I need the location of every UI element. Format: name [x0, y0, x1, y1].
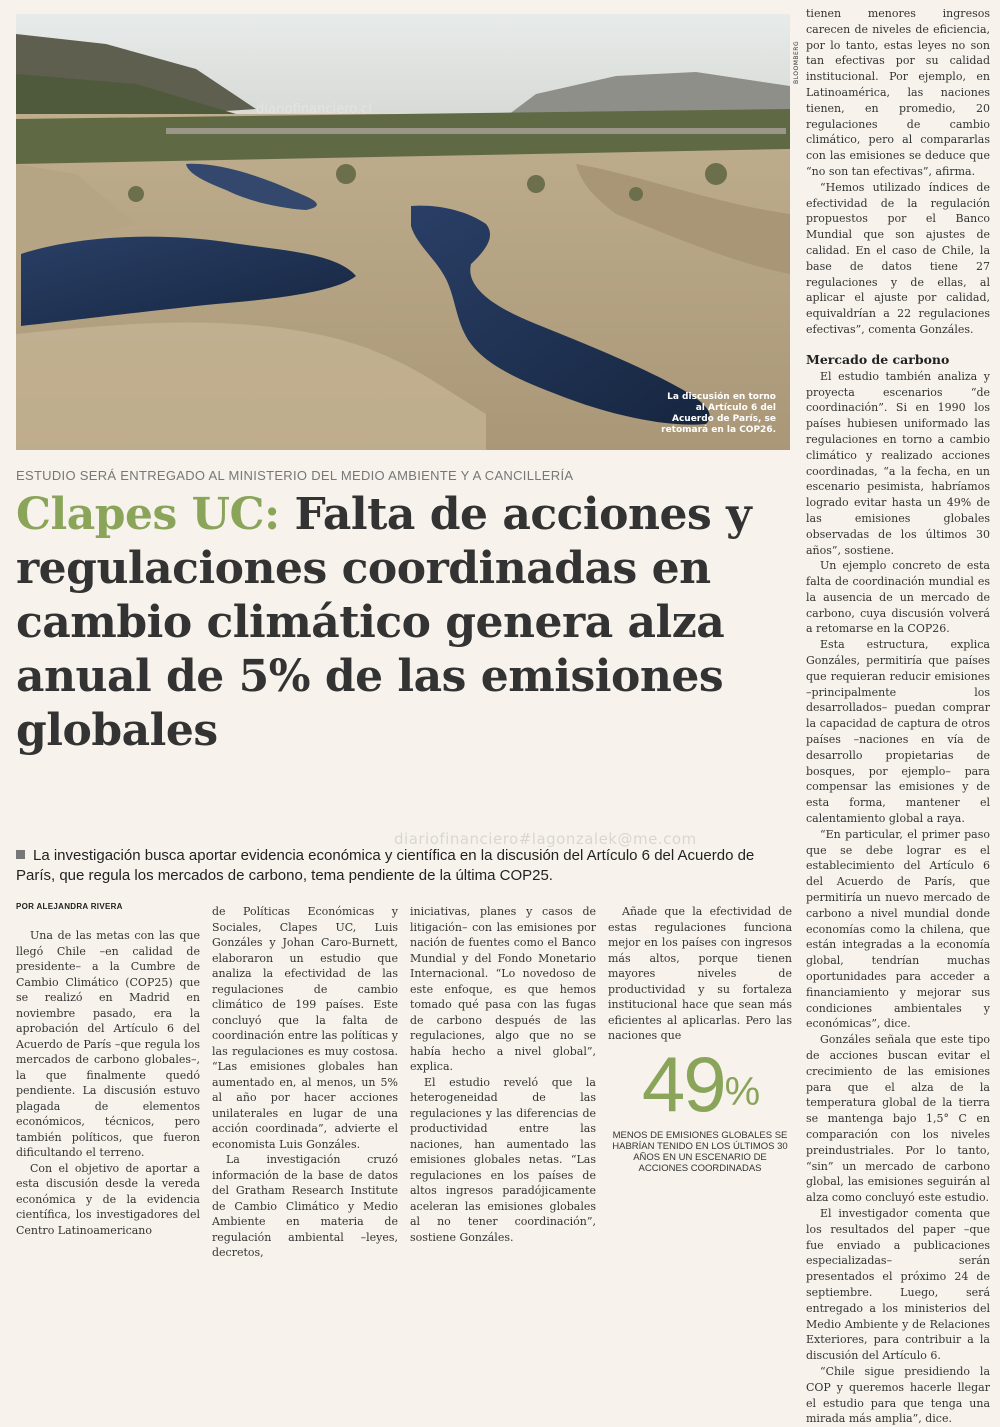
- stat-unit: %: [724, 1070, 759, 1114]
- page-watermark: diariofinanciero#lagonzalek@me.com: [394, 830, 697, 848]
- paragraph: La investigación cruzó información de la base de datos del Gratham Research Institute de Cambio Climático y Medio Ambiente en materia de regulación ambiental –leyes, decretos,: [212, 1153, 398, 1259]
- paragraph: “En particular, el primer paso que se debe lograr es el establecimiento del Artículo 6 del Acuerdo de París, que permitiría un nuevo mercado de carbono a nivel mundial donde economías como la chilena, que están integradas a la economía global, tendrían muchas oportunidades para acceder a financiamiento y mejorar sus condiciones ambientales y económicas”, dice.: [806, 827, 990, 1031]
- stat-text: MENOS DE EMISIONES GLOBALES SE HABRÍAN TENIDO EN LOS ÚLTIMOS 30 AÑOS EN UN ESCENARIO DE ACCIONES COORDINADAS: [612, 1130, 788, 1174]
- photo-credit: BLOOMBERG: [793, 40, 800, 84]
- square-bullet-icon: [16, 850, 25, 859]
- body-column-4: [608, 904, 792, 1044]
- paragraph: El estudio reveló que la heterogeneidad de las regulaciones y las diferencias de productividad entre las naciones, han aumentado las emisiones globales netas. “Las regulaciones en los países de altos ingresos paradójicamente aceleran las emisiones globales al no tener coordinación”, sostiene Gonzáles.: [410, 1075, 596, 1244]
- body-column-5: [806, 6, 990, 1427]
- headline-text: Falta de acciones y regulaciones coordinadas en cambio climático genera alza anual de 5% de las emisiones globales: [16, 489, 752, 756]
- deck-text: La investigación busca aportar evidencia económica y científica en la discusión del Artículo 6 del Acuerdo de París, que regula los mercados de carbono, tema pendiente de la última COP25.: [16, 847, 755, 884]
- paragraph: “Chile sigue presidiendo la COP y queremos hacerle llegar el estudio para que tenga una mirada más amplia”, dice.: [806, 1364, 990, 1426]
- photo-watermark: diariofinanciero.cl: [256, 102, 372, 117]
- dry-riverbed-image: [16, 14, 790, 450]
- paragraph: Añade que la efectividad de estas regulaciones funciona mejor en los países con ingresos más altos, porque tienen mayores niveles de productividad y su fortaleza institucional hace que sean más eficientes al aplicarlas. Pero las naciones que: [608, 905, 792, 1042]
- paragraph: El estudio también analiza y proyecta escenarios “de coordinación”. Si en 1990 los países hubiesen uniformado las regulaciones en torno a cambio climático y realizado acciones coordinadas, “a la fecha, en un escenario pesimista, habríamos logrado evitar hasta un 49% de las emisiones globales observadas de los últimos 30 años”, sostiene.: [806, 369, 990, 557]
- paragraph: Una de las metas con las que llegó Chile –en calidad de presidente– a la Cumbre de Cambio Climático (COP25) que se realizó en Madrid en noviembre pasado, era la aprobación del Artículo 6 del Acuerdo de París –que regula los mercados de carbono globales–, la que finalmente quedó pendiente. La discusión estuvo plagada de elementos económicos, técnicos, pero también políticos, que fueron dificultando el terreno.: [16, 929, 200, 1159]
- stat-value: 49: [641, 1040, 725, 1128]
- paragraph: tienen menores ingresos carecen de niveles de eficiencia, por lo tanto, estas leyes no son tan efectivas por su calidad institucional. Por ejemplo, en Latinoamérica, las naciones tienen, en promedio, 20 regulaciones de cambio climático, pero al compararlas con las emisiones se deduce que “no son tan efectivas”, afirma.: [806, 7, 990, 178]
- paragraph: de Políticas Económicas y Sociales, Clapes UC, Luis Gonzáles y Johan Caro-Burnett, elaboraron un estudio que analiza la efectividad de las regulaciones de cambio climático de 199 países. Este concluyó que la falta de coordinación entre las políticas y las regulaciones es muy costosa. “Las emisiones globales han aumentado en, al menos, un 5% al año por hacer acciones unilaterales en lugar de una acción coordinada”, advierte el economista Luis Gonzáles.: [212, 905, 398, 1151]
- paragraph: Con el objetivo de aportar a esta discusión desde la vereda económica y de la evidencia científica, los investigadores del Centro Latinoamericano: [16, 1161, 200, 1237]
- kicker: ESTUDIO SERÁ ENTREGADO AL MINISTERIO DEL MEDIO AMBIENTE Y A CANCILLERÍA: [16, 468, 574, 483]
- subheading: Mercado de carbono: [806, 351, 950, 367]
- headline: [16, 488, 786, 758]
- body-column-1: [16, 928, 200, 1238]
- article-photo: [16, 14, 790, 450]
- paragraph: Un ejemplo concreto de esta falta de coordinación mundial es la ausencia de un mercado de carbono, cuya discusión volverá a retomarse en la COP26.: [806, 559, 990, 636]
- stat-number: [610, 1040, 790, 1130]
- body-column-2: [212, 904, 398, 1261]
- byline: POR ALEJANDRA RIVERA: [16, 902, 123, 911]
- paragraph: El investigador comenta que los resultados del paper –que fue enviado a publicaciones especializadas– serán presentados el próximo 24 de septiembre. Luego, será entregado a los ministerios del Medio Ambiente y de Relaciones Exteriores, para contribuir a la discusión del Artículo 6.: [806, 1206, 990, 1363]
- body-column-3: [410, 904, 596, 1245]
- paragraph: Esta estructura, explica Gonzáles, permitiría que países que requieran reducir emisiones –principalmente los desarrollados– puedan comprar la capacidad de captura de otros países –naciones en vía de desarrollo propietarias de bosques, por ejemplo– para compensar las emisiones y de esta forma, mantener el calentamiento global a raya.: [806, 638, 990, 826]
- stat-callout: [610, 1040, 790, 1174]
- deck: [16, 846, 776, 886]
- paragraph: “Hemos utilizado índices de efectividad de la regulación propuestos por el Banco Mundial que son ajustes de calidad. En el caso de Chile, la base de datos tiene 27 regulaciones y de ellas, al aplicar el ajuste por calidad, equivaldrían a 22 regulaciones efectivas”, comenta Gonzáles.: [806, 180, 990, 336]
- paragraph: iniciativas, planes y casos de litigación– con las emisiones por nación de fuentes como el Banco Mundial y del Fondo Monetario Internacional. “Lo novedoso de este enfoque, es que hemos tomado qué pasa con las fugas de carbono después de las regulaciones, algo que no se había hecho a nivel global”, explica.: [410, 905, 596, 1073]
- paragraph: Gonzáles señala que este tipo de acciones buscan evitar el crecimiento de las emisiones para que el alza de la temperatura global de la tierra se mantenga bajo 1,5° C en comparación con los niveles preindustriales. Por lo tanto, “sin” un mercado de carbono global, las emisiones seguirán al alza como concluyó este estudio.: [806, 1033, 990, 1205]
- photo-caption: La discusión en torno al Artículo 6 del Acuerdo de París, se retomará en la COP26.: [661, 392, 776, 435]
- headline-accent: Clapes UC:: [16, 489, 280, 540]
